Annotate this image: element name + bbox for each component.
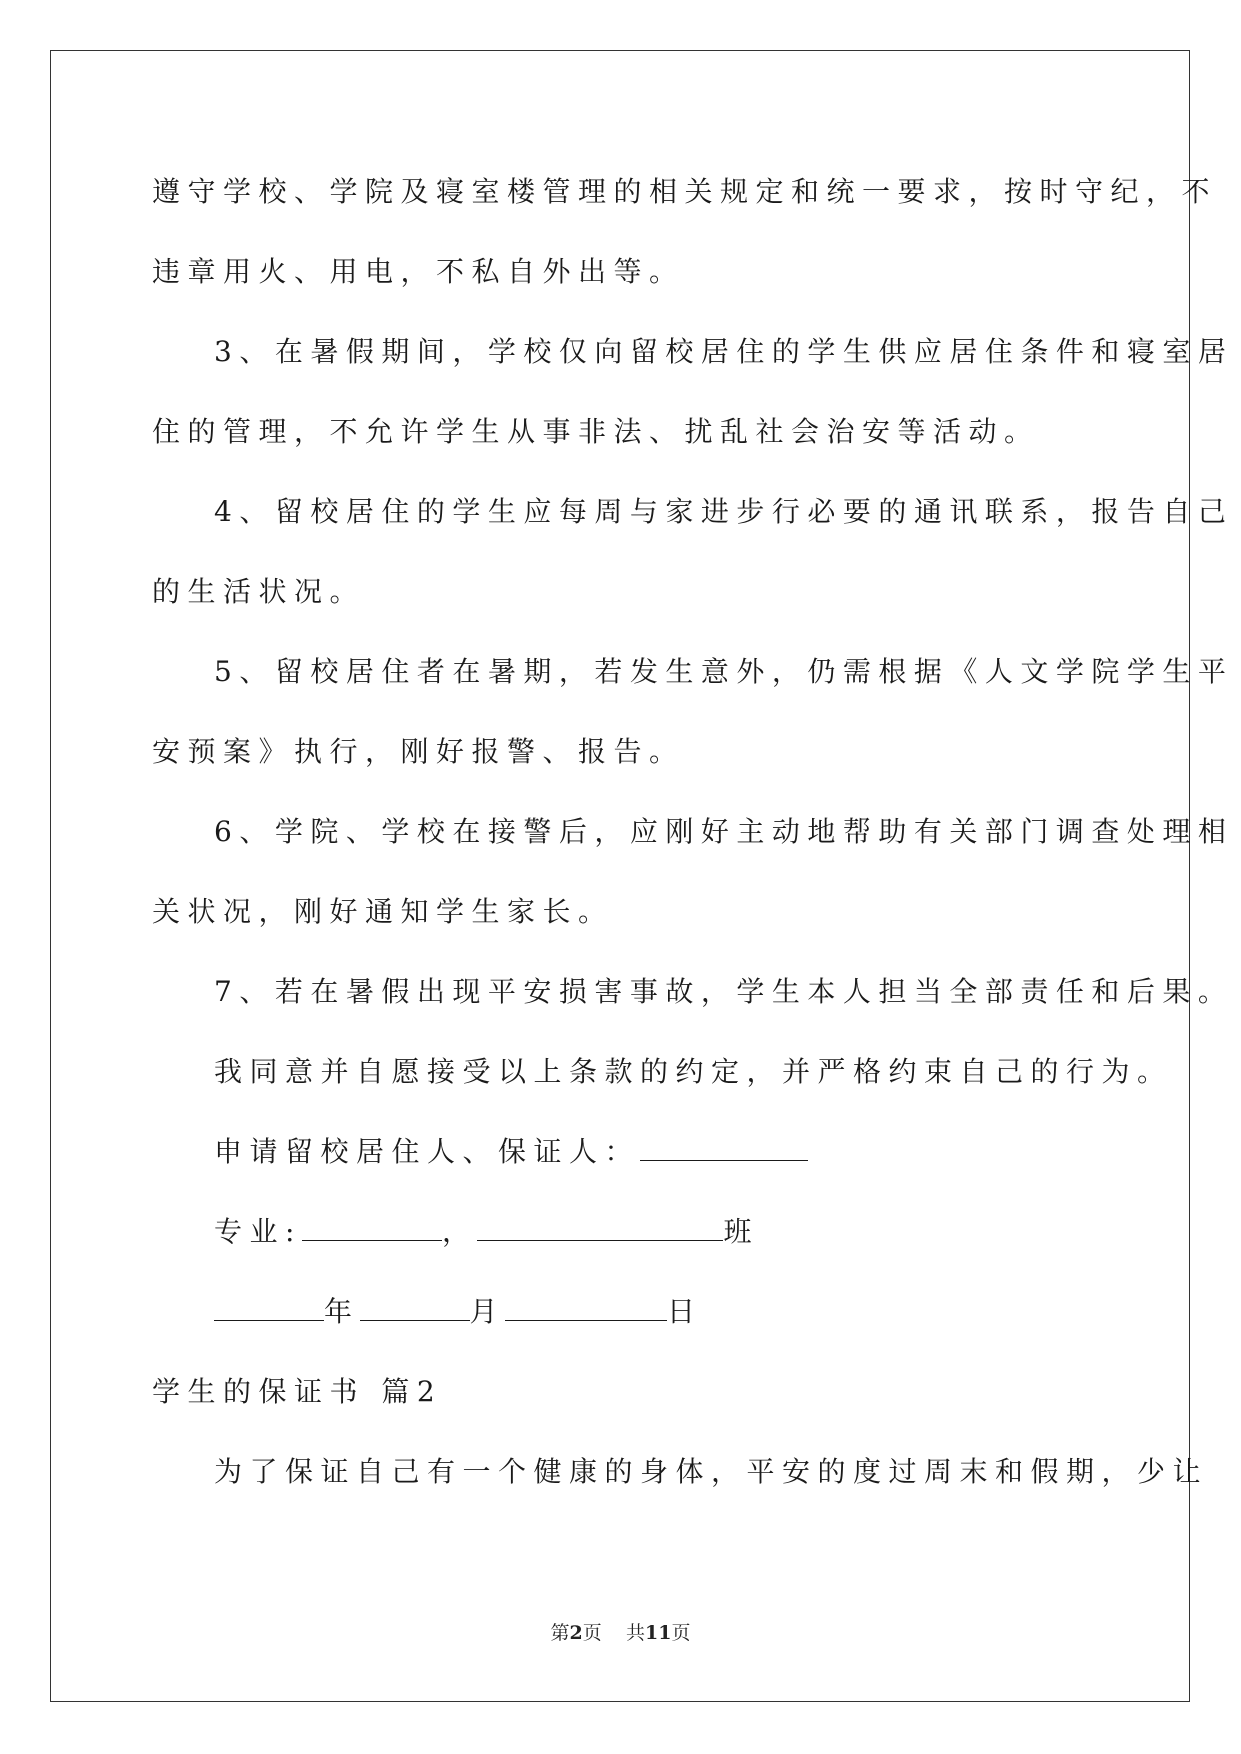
paragraph-line: 安预案》执行，刚好报警、报告。 xyxy=(152,735,685,768)
applicant-row xyxy=(214,1132,808,1172)
clause-3-line: 3、在暑假期间，学校仅向留校居住的学生供应居住条件和寝室居 xyxy=(214,335,1234,368)
date-row xyxy=(214,1292,703,1332)
clause-6-line: 6、学院、学校在接警后，应刚好主动地帮助有关部门调查处理相 xyxy=(214,815,1234,848)
day-label: 日 xyxy=(667,1295,703,1328)
total-suffix: 页 xyxy=(671,1622,691,1644)
next-paragraph-line: 为了保证自己有一个健康的身体，平安的度过周末和假期，少让 xyxy=(214,1455,1209,1488)
year-label: 年 xyxy=(324,1295,360,1328)
page-footer xyxy=(0,1618,1241,1645)
month-field[interactable] xyxy=(360,1294,470,1321)
paragraph-line: 住的管理，不允许学生从事非法、扰乱社会治安等活动。 xyxy=(152,415,1040,448)
section-title: 学生的保证书 篇2 xyxy=(152,1375,443,1408)
page-suffix: 页 xyxy=(582,1622,602,1644)
comma-separator: ， xyxy=(441,1215,478,1248)
clause-7-line: 7、若在暑假出现平安损害事故，学生本人担当全部责任和后果。 xyxy=(214,975,1234,1008)
paragraph-line: 违章用火、用电，不私自外出等。 xyxy=(152,255,685,288)
class-field[interactable] xyxy=(477,1214,723,1241)
paragraph-line: 的生活状况。 xyxy=(152,575,366,608)
clause-5-line: 5、留校居住者在暑期，若发生意外，仍需根据《人文学院学生平 xyxy=(214,655,1234,688)
applicant-signature-field[interactable] xyxy=(640,1134,808,1161)
major-field[interactable] xyxy=(302,1214,442,1241)
page-prefix: 第 xyxy=(550,1622,570,1644)
paragraph-line: 关状况，刚好通知学生家长。 xyxy=(152,895,614,928)
paragraph-line: 遵守学校、学院及寝室楼管理的相关规定和统一要求，按时守纪，不 xyxy=(152,175,1218,208)
total-prefix: 共 xyxy=(625,1622,645,1644)
applicant-label: 申请留校居住人、保证人： xyxy=(214,1135,641,1168)
total-pages: 11 xyxy=(644,1622,672,1644)
major-label: 专业: xyxy=(214,1215,302,1248)
page-number: 2 xyxy=(569,1622,583,1644)
class-label: 班 xyxy=(723,1215,759,1248)
clause-4-line: 4、留校居住的学生应每周与家进步行必要的通讯联系，报告自己 xyxy=(214,495,1234,528)
day-field[interactable] xyxy=(505,1294,667,1321)
major-row xyxy=(214,1212,759,1252)
year-field[interactable] xyxy=(214,1294,324,1321)
month-label: 月 xyxy=(469,1295,506,1328)
agreement-line: 我同意并自愿接受以上条款的约定，并严格约束自己的行为。 xyxy=(214,1055,1173,1088)
